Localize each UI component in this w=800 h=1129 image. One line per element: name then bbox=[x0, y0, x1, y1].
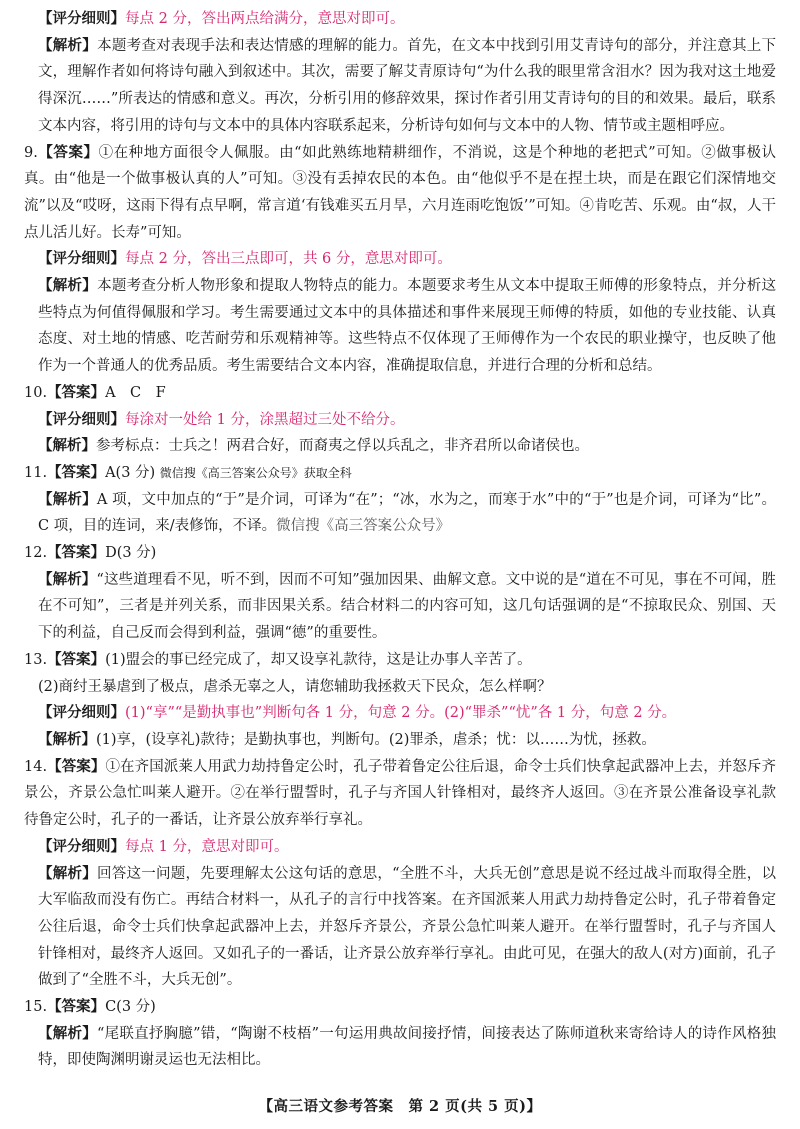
analysis-label: 【解析】 bbox=[38, 730, 96, 748]
q13-analysis-text: (1)享，(设享礼)款待；是勤执事也，判断句。(2)罪杀，虐杀；忧：以……为忧，拯救。 bbox=[96, 731, 656, 748]
analysis-label: 【解析】 bbox=[38, 570, 97, 588]
q14-scoring bbox=[24, 834, 776, 861]
q9-analysis-text: 本题考查分析人物形象和提取人物特点的能力。本题要求考生从文本中提取王师傅的形象特点，并分析这些特点为何值得佩服和学习。考生需要通过文本中的具体描述和事件来展现王师傅的特质，如他的专业技能、认真态度、对土地的情感、吃苦耐劳和乐观精神等。这些特点不仅体现了王师傅作为一个农民的职业操守，也反映了他作为一个普通人的优秀品质。考生需要结合文本内容，准确提取信息，并进行合理的分析和总结。 bbox=[38, 278, 776, 375]
q9-answer-text: ①在种地方面很令人佩服。由“如此熟练地精耕细作，不消说，这是个种地的老把式”可知。②做事极认真。由“他是一个做事极认真的人”可知。③没有丢掉农民的本色。由“他似乎不是在捏土块，而是在跟它们深情地交流”以及“哎呀，这雨下得有点早啊，常言道‘有钱难买五月旱，六月连雨吃饱饭’”可知。④肯吃苦、乐观。由“叔，人干点儿活儿好。长寿”可知。 bbox=[24, 144, 776, 241]
q8-analysis bbox=[24, 33, 776, 140]
scoring-label: 【评分细则】 bbox=[38, 10, 125, 27]
q13-answer-2 bbox=[24, 674, 776, 701]
q11-answer bbox=[24, 460, 776, 487]
q13-scoring bbox=[24, 700, 776, 727]
q8-analysis-text: 本题考查对表现手法和表达情感的理解的能力。首先，在文本中找到引用艾青诗句的部分，并注意其上下文，理解作者如何将诗句融入到叙述中。其次，需要了解艾青原诗句“为什么我的眼里常含泪水？因为我对这土地爱得深沉……”所表达的情感和意义。再次，分析引用的修辞效果，探讨作者引用艾青诗句的目的和效果。最后，联系文本内容，将引用的诗句与文本中的具体内容联系起来，分析诗句如何与文本中的人物、情节或主题相呼应。 bbox=[38, 37, 776, 134]
q13-number: 13. bbox=[24, 651, 48, 668]
q12-analysis bbox=[24, 567, 776, 647]
q14-answer-text: ①在齐国派莱人用武力劫持鲁定公时，孔子带着鲁定公往后退，命令士兵们快拿起武器冲上去，并怒斥齐景公，齐景公急忙叫莱人避开。②在举行盟誓时，孔子与齐国人针锋相对，最终齐人返回。③在齐景公准备设享礼款待鲁定公时，孔子的一番话，让齐景公放弃举行享礼。 bbox=[24, 758, 777, 829]
scoring-label: 【评分细则】 bbox=[38, 410, 125, 428]
q12-answer bbox=[24, 540, 776, 567]
q14-analysis bbox=[24, 861, 776, 995]
answer-label: 【答案】 bbox=[47, 383, 106, 401]
q9-answer bbox=[24, 140, 776, 247]
q10-scoring-text: 每涂对一处给 1 分，涂黑超过三处不给分。 bbox=[125, 411, 405, 428]
q15-number: 15. bbox=[24, 999, 48, 1016]
analysis-label: 【解析】 bbox=[38, 1024, 97, 1042]
q15-answer-text: C(3 分) bbox=[105, 999, 156, 1016]
q14-scoring-text: 每点 1 分，意思对即可。 bbox=[125, 838, 289, 855]
q12-answer-text: D(3 分) bbox=[105, 545, 157, 562]
q14-analysis-text: 回答这一问题，先要理解太公这句话的意思，“全胜不斗，大兵无创”意思是说不经过战斗而取得全胜，以大军临敌而没有伤亡。再结合材料一，从孔子的言行中找答案。在齐国派莱人用武力劫持鲁定公时，孔子带着鲁定公往后退，命令士兵们快拿起武器冲上去，并怒斥齐景公，齐景公急忙叫莱人避开。在举行盟誓时，孔子与齐国人针锋相对，最终齐人返回。又如孔子的一番话，让齐景公放弃举行享礼。由此可见，在强大的敌人(对方)面前，孔子做到了“全胜不斗，大兵无创”。 bbox=[38, 865, 776, 989]
answer-label: 【答案】 bbox=[47, 463, 106, 481]
scoring-label: 【评分细则】 bbox=[38, 250, 125, 268]
analysis-label: 【解析】 bbox=[38, 864, 98, 882]
q15-analysis bbox=[24, 1021, 776, 1074]
q9-scoring bbox=[24, 246, 776, 273]
q9-analysis bbox=[24, 273, 776, 380]
page-footer: 【高三语文参考答案 第 2 页(共 5 页)】 bbox=[258, 1098, 542, 1115]
q14-number: 14. bbox=[24, 758, 48, 775]
answer-label: 【答案】 bbox=[47, 757, 106, 775]
q13-answer bbox=[24, 647, 776, 674]
q9-scoring-text: 每点 2 分，答出三点即可，共 6 分，意思对即可。 bbox=[125, 251, 452, 268]
answer-label: 【答案】 bbox=[47, 650, 106, 668]
q8-scoring-text: 每点 2 分，答出两点给满分，意思对即可。 bbox=[125, 11, 405, 27]
q11-watermark: 微信搜《高三答案公众号》获取全科 bbox=[159, 465, 352, 480]
q11-analysis bbox=[24, 487, 776, 540]
q12-analysis-text: “这些道理看不见，听不到，因而不可知”强加因果、曲解文意。文中说的是“道在不可见，事在不可闻，胜在不可知”，三者是并列关系，而非因果关系。结合材料二的内容可知，这几句话强调的是“不掠取民众、别国、天下的利益，自己反而会得到利益，强调“德”的重要性。 bbox=[38, 571, 777, 642]
q10-answer-text: A C F bbox=[105, 384, 166, 401]
q13-scoring-text: (1)“享”“是勤执事也”判断句各 1 分，句意 2 分。(2)“罪杀”“忧”各 1 分，句意 2 分。 bbox=[125, 705, 677, 722]
q11-analysis-text: A 项，文中加点的“于”是介词，可译为“在”；“冰，水为之，而寒于水”中的“于”也是介词，可译为“比”。C 项，目的连词，来/表修饰，不译。 bbox=[38, 491, 777, 535]
q13-answer-text-2: (2)商纣王暴虐到了极点，虐杀无辜之人，请您辅助我拯救天下民众，怎么样啊？ bbox=[38, 678, 552, 695]
answer-label: 【答案】 bbox=[47, 544, 106, 562]
q14-answer bbox=[24, 754, 776, 834]
answer-label: 【答案】 bbox=[37, 143, 99, 161]
answer-label: 【答案】 bbox=[47, 998, 106, 1016]
q10-answer bbox=[24, 380, 776, 407]
analysis-label: 【解析】 bbox=[38, 490, 97, 508]
analysis-label: 【解析】 bbox=[38, 277, 98, 295]
q11-number: 11. bbox=[24, 464, 48, 481]
q11-watermark-2: 微信搜《高三答案公众号》 bbox=[276, 518, 451, 535]
answer-document bbox=[24, 6, 776, 1074]
scoring-label: 【评分细则】 bbox=[38, 704, 125, 722]
q15-answer bbox=[24, 994, 776, 1021]
q10-analysis-text: 参考标点：士兵之！两君合好，而裔夷之俘以兵乱之，非齐君所以命诸侯也。 bbox=[96, 438, 589, 455]
q11-answer-text: A(3 分) bbox=[105, 464, 156, 481]
q9-number: 9. bbox=[24, 144, 38, 161]
q13-answer-text: (1)盟会的事已经完成了，却又设享礼款待，这是让办事人辛苦了。 bbox=[105, 651, 532, 668]
q10-analysis bbox=[24, 433, 776, 460]
q10-number: 10. bbox=[24, 384, 48, 401]
q8-scoring bbox=[24, 6, 776, 33]
scoring-label: 【评分细则】 bbox=[38, 837, 125, 855]
q12-number: 12. bbox=[24, 545, 48, 562]
analysis-label: 【解析】 bbox=[38, 36, 98, 54]
q13-analysis bbox=[24, 727, 776, 754]
q10-scoring bbox=[24, 407, 776, 434]
analysis-label: 【解析】 bbox=[38, 437, 96, 455]
q15-analysis-text: “尾联直抒胸臆”错，“陶谢不枝梧”一句运用典故间接抒情，间接表达了陈师道秋来寄给诗人的诗作风格独特，即使陶渊明谢灵运也无法相比。 bbox=[38, 1025, 776, 1069]
